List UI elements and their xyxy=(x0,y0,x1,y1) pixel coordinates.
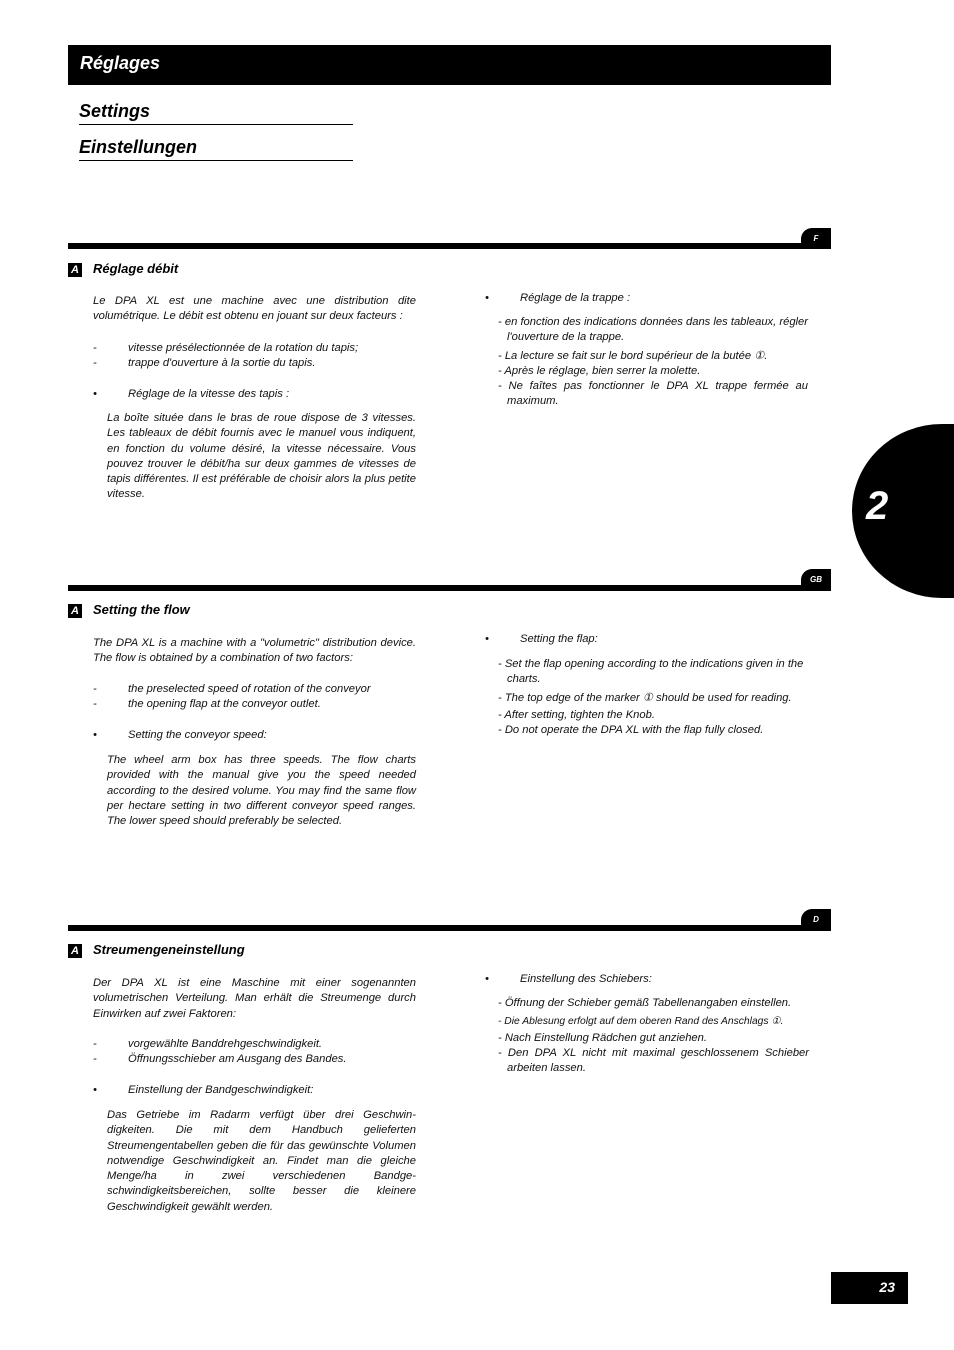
dash-item: - Den DPA XL nicht mit maximal geschlossenem Schieber arbeiten lassen. xyxy=(498,1046,809,1075)
dash-item: - Do not operate the DPA XL with the flap fully closed. xyxy=(498,724,764,737)
page-number: 23 xyxy=(879,1279,895,1295)
language-tab: GB xyxy=(801,569,831,590)
dash-item: - Ne faîtes pas fonctionner le DPA XL trappe fermée au maximum. xyxy=(498,380,808,408)
section-heading: Streumengeneinstellung xyxy=(93,942,245,957)
dash-list xyxy=(498,657,809,738)
section-divider xyxy=(68,585,831,591)
section-marker: A xyxy=(68,944,82,958)
page-title: Réglages xyxy=(80,53,161,73)
subtitle-settings: Settings xyxy=(79,101,353,125)
body-paragraph: The wheel arm box has three speeds. The flow charts provided with the manual give you the speed needed according to the desired volume. You may find the same flow per hectare setting in two different conveyor speed ranges. The lower speed should preferably be selected. xyxy=(107,754,416,828)
section-divider xyxy=(68,925,831,931)
body-paragraph: Das Getriebe im Radarm verfügt über drei Geschwin-digkeiten. Die mit dem Handbuch gelieferten Streumengentabellen geben die für das gewünschte Volumen notwendige Geschwindigkeit an. Findet man die gleiche Menge/ha in zwei verschiedenen Bandge-schwindigkeitsbereichen, sollte besser die kleinere Geschwindigkeit gewählt werden. xyxy=(107,1109,416,1213)
header-bar xyxy=(68,45,831,85)
language-tab: F xyxy=(801,228,831,249)
section-divider xyxy=(68,243,831,249)
dash-list xyxy=(498,315,808,410)
dash-item: - Set the flap opening according to the indications given in the charts. xyxy=(498,658,804,686)
section-heading: Réglage débit xyxy=(93,261,179,276)
chapter-number: 2 xyxy=(866,484,889,528)
dash-item: - en fonction des indications données dans les tableaux, régler l'ouverture de la trappe. xyxy=(498,316,808,344)
dash-item: - The top edge of the marker ① should be used for reading. xyxy=(498,691,792,704)
dash-item: - La lecture se fait sur le bord supérieur de la butée ①. xyxy=(498,349,768,362)
dash-item: - Après le réglage, bien serrer la molette. xyxy=(498,364,701,377)
section-marker: A xyxy=(68,604,82,618)
dash-item: - After setting, tighten the Knob. xyxy=(498,708,655,721)
dash-item: - Öffnung der Schieber gemäß Tabellenangaben einstellen. xyxy=(498,997,792,1009)
dash-list xyxy=(498,996,809,1076)
dash-item: - Die Ablesung erfolgt auf dem oberen Rand des Anschlags ①. xyxy=(498,1016,784,1028)
intro-paragraph: Le DPA XL est une machine avec une distribution dite volumétrique. Le débit est obtenu en jouant sur deux facteurs : xyxy=(93,295,416,323)
body-paragraph: La boîte située dans le bras de roue dispose de 3 vitesses. Les tableaux de débit fournis avec le manuel vous indiquent, en fonction du volume désiré, la vitesse nécessaire. Vous pouvez trouver le débit/ha sur deux gammes de vitesses de tapis différentes. Il est préférable de choisir alors la plus petite vitesse. xyxy=(107,412,416,501)
section-marker: A xyxy=(68,263,82,277)
language-tab: D xyxy=(801,909,831,930)
intro-paragraph: The DPA XL is a machine with a "volumetric" distribution device. The flow is obtained by a combination of two factors: xyxy=(93,637,416,665)
section-heading: Setting the flow xyxy=(93,602,190,617)
intro-paragraph: Der DPA XL ist eine Maschine mit einer sogenannten volumetrischen Verteilung. Man erhält die Streumenge durch Einwirken auf zwei Faktoren: xyxy=(93,977,416,1020)
subtitle-einstellungen: Einstellungen xyxy=(79,137,353,161)
dash-item: - Nach Einstellung Rädchen gut anziehen. xyxy=(498,1031,707,1044)
